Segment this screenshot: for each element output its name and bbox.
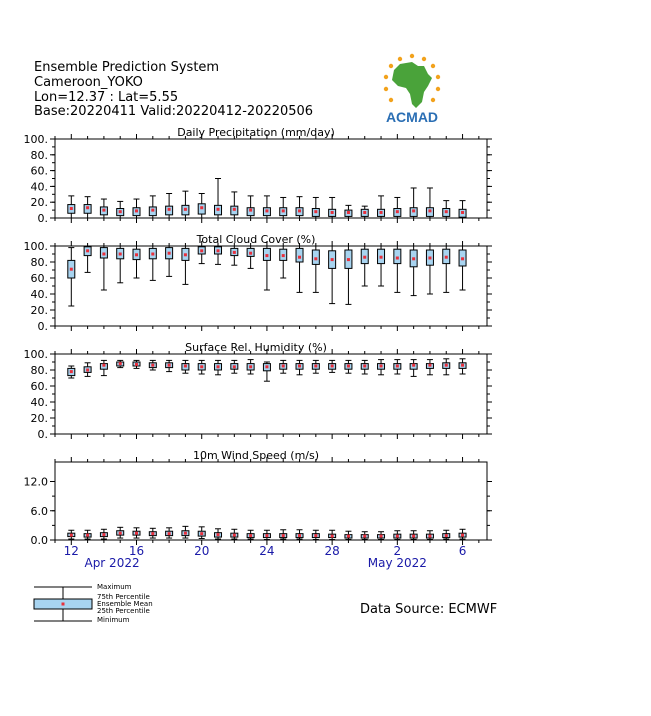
mean-marker — [428, 257, 431, 260]
mean-marker — [461, 534, 464, 537]
y-tick-label: 0.0 — [30, 534, 48, 547]
mean-marker — [331, 211, 334, 214]
mean-marker — [70, 534, 73, 537]
mean-marker — [461, 257, 464, 260]
mean-marker — [347, 211, 350, 214]
mean-marker — [70, 268, 73, 271]
y-tick-label: 80. — [30, 364, 48, 377]
x-tick-label: 12 — [63, 544, 79, 558]
mean-marker — [331, 365, 334, 368]
header-coords: Lon=12.37 : Lat=5.55 — [34, 90, 179, 105]
y-tick-label: 100. — [23, 133, 48, 146]
x-tick-label: 16 — [128, 544, 145, 558]
y-tick-label: 0. — [37, 212, 48, 225]
mean-marker — [363, 211, 366, 214]
y-tick-label: 12.0 — [23, 475, 48, 489]
mean-marker — [135, 363, 138, 366]
mean-marker — [217, 208, 220, 211]
mean-marker — [298, 209, 301, 212]
mean-marker — [331, 535, 334, 538]
y-tick-label: 40. — [30, 396, 48, 409]
mean-marker — [314, 365, 317, 368]
y-tick-label: 20. — [30, 304, 48, 317]
mean-marker — [461, 211, 464, 214]
mean-marker — [461, 364, 464, 367]
mean-marker — [298, 534, 301, 537]
data-source: Data Source: ECMWF — [360, 602, 498, 617]
legend-mean-marker — [62, 603, 65, 606]
y-tick-label: 100. — [23, 348, 48, 361]
mean-marker — [168, 208, 171, 211]
mean-marker — [298, 256, 301, 259]
mean-marker — [380, 535, 383, 538]
x-tick-label: 6 — [458, 544, 467, 558]
y-tick-label: 80. — [30, 148, 48, 162]
mean-marker — [445, 534, 448, 537]
panel-title: Total Cloud Cover (%) — [196, 233, 316, 246]
mean-marker — [396, 535, 399, 538]
mean-marker — [363, 535, 366, 538]
mean-marker — [380, 365, 383, 368]
mean-marker — [200, 532, 203, 535]
mean-marker — [200, 365, 203, 368]
box-p25-p75 — [296, 248, 303, 262]
mean-marker — [233, 251, 236, 254]
mean-marker — [184, 532, 187, 535]
mean-marker — [102, 364, 105, 367]
mean-marker — [380, 211, 383, 214]
mean-marker — [102, 533, 105, 536]
mean-marker — [314, 534, 317, 537]
mean-marker — [249, 365, 252, 368]
mean-marker — [119, 210, 122, 213]
mean-marker — [314, 257, 317, 260]
mean-marker — [86, 369, 89, 372]
mean-marker — [217, 533, 220, 536]
y-tick-label: 6.0 — [30, 504, 48, 518]
x-month-label: May 2022 — [367, 556, 427, 570]
mean-marker — [102, 209, 105, 212]
mean-marker — [265, 365, 268, 368]
mean-marker — [282, 209, 285, 212]
mean-marker — [363, 365, 366, 368]
panel-title: Surface Rel. Humidity (%) — [185, 341, 327, 354]
mean-marker — [412, 535, 415, 538]
mean-marker — [265, 254, 268, 257]
legend-maximum: Maximum — [97, 583, 132, 591]
mean-marker — [282, 254, 285, 257]
mean-marker — [363, 256, 366, 259]
y-tick-label: 60. — [30, 164, 48, 178]
box-p25-p75 — [394, 249, 401, 263]
mean-marker — [445, 210, 448, 213]
mean-marker — [151, 532, 154, 535]
header-title: Ensemble Prediction System — [34, 60, 220, 75]
mean-marker — [249, 534, 252, 537]
x-month-label: Apr 2022 — [84, 556, 140, 570]
mean-marker — [135, 253, 138, 256]
mean-marker — [86, 206, 89, 209]
mean-marker — [396, 365, 399, 368]
mean-marker — [428, 364, 431, 367]
mean-marker — [233, 208, 236, 211]
mean-marker — [347, 258, 350, 261]
legend-p75: 75th Percentile — [97, 593, 150, 601]
y-tick-label: 60. — [30, 380, 48, 393]
mean-marker — [184, 365, 187, 368]
mean-marker — [217, 249, 220, 252]
mean-marker — [168, 532, 171, 535]
mean-marker — [151, 209, 154, 212]
y-tick-label: 80. — [30, 256, 48, 269]
mean-marker — [396, 257, 399, 260]
mean-marker — [412, 257, 415, 260]
mean-marker — [249, 252, 252, 255]
mean-marker — [347, 365, 350, 368]
mean-marker — [184, 208, 187, 211]
header-base-valid: Base:20220411 Valid:20220412-20220506 — [34, 104, 314, 119]
mean-marker — [70, 370, 73, 373]
legend-p25: 25th Percentile — [97, 607, 150, 615]
x-tick-label: 28 — [324, 544, 340, 558]
mean-marker — [119, 532, 122, 535]
mean-marker — [151, 364, 154, 367]
y-tick-label: 0. — [37, 428, 48, 441]
y-tick-label: 100. — [23, 240, 48, 253]
mean-marker — [282, 534, 285, 537]
mean-marker — [347, 535, 350, 538]
mean-marker — [331, 258, 334, 261]
mean-marker — [412, 364, 415, 367]
mean-marker — [265, 209, 268, 212]
mean-marker — [233, 534, 236, 537]
mean-marker — [70, 207, 73, 210]
mean-marker — [151, 253, 154, 256]
mean-marker — [314, 210, 317, 213]
mean-marker — [102, 253, 105, 256]
legend-minimum: Minimum — [97, 616, 130, 624]
y-tick-label: 20. — [30, 412, 48, 425]
legend-mean: Ensemble Mean — [97, 600, 153, 608]
y-tick-label: 40. — [30, 288, 48, 301]
x-tick-label: 20 — [194, 544, 210, 558]
x-tick-label: 24 — [259, 544, 275, 558]
x-tick-label: 2 — [393, 544, 402, 558]
mean-marker — [298, 365, 301, 368]
mean-marker — [200, 206, 203, 209]
panel-title: Daily Precipitation (mm/day) — [177, 126, 335, 139]
mean-marker — [265, 534, 268, 537]
mean-marker — [396, 210, 399, 213]
mean-marker — [412, 209, 415, 212]
mean-marker — [217, 365, 220, 368]
mean-marker — [119, 362, 122, 365]
mean-marker — [428, 209, 431, 212]
box-p25-p75 — [312, 250, 319, 264]
mean-marker — [380, 256, 383, 259]
y-tick-label: 60. — [30, 272, 48, 285]
mean-marker — [86, 249, 89, 252]
y-tick-label: 20. — [30, 196, 48, 210]
mean-marker — [135, 209, 138, 212]
mean-marker — [445, 364, 448, 367]
mean-marker — [428, 535, 431, 538]
mean-marker — [86, 534, 89, 537]
mean-marker — [249, 209, 252, 212]
mean-marker — [445, 256, 448, 259]
logo-text: ACMAD — [385, 109, 439, 125]
y-tick-label: 0. — [37, 320, 48, 333]
mean-marker — [282, 365, 285, 368]
mean-marker — [135, 532, 138, 535]
y-tick-label: 40. — [30, 180, 48, 194]
header-station: Cameroon_YOKO — [34, 75, 143, 90]
mean-marker — [200, 249, 203, 252]
mean-marker — [119, 253, 122, 256]
mean-marker — [184, 253, 187, 256]
mean-marker — [168, 364, 171, 367]
mean-marker — [233, 365, 236, 368]
mean-marker — [168, 252, 171, 255]
panel-title: 10m Wind Speed (m/s) — [192, 449, 320, 462]
